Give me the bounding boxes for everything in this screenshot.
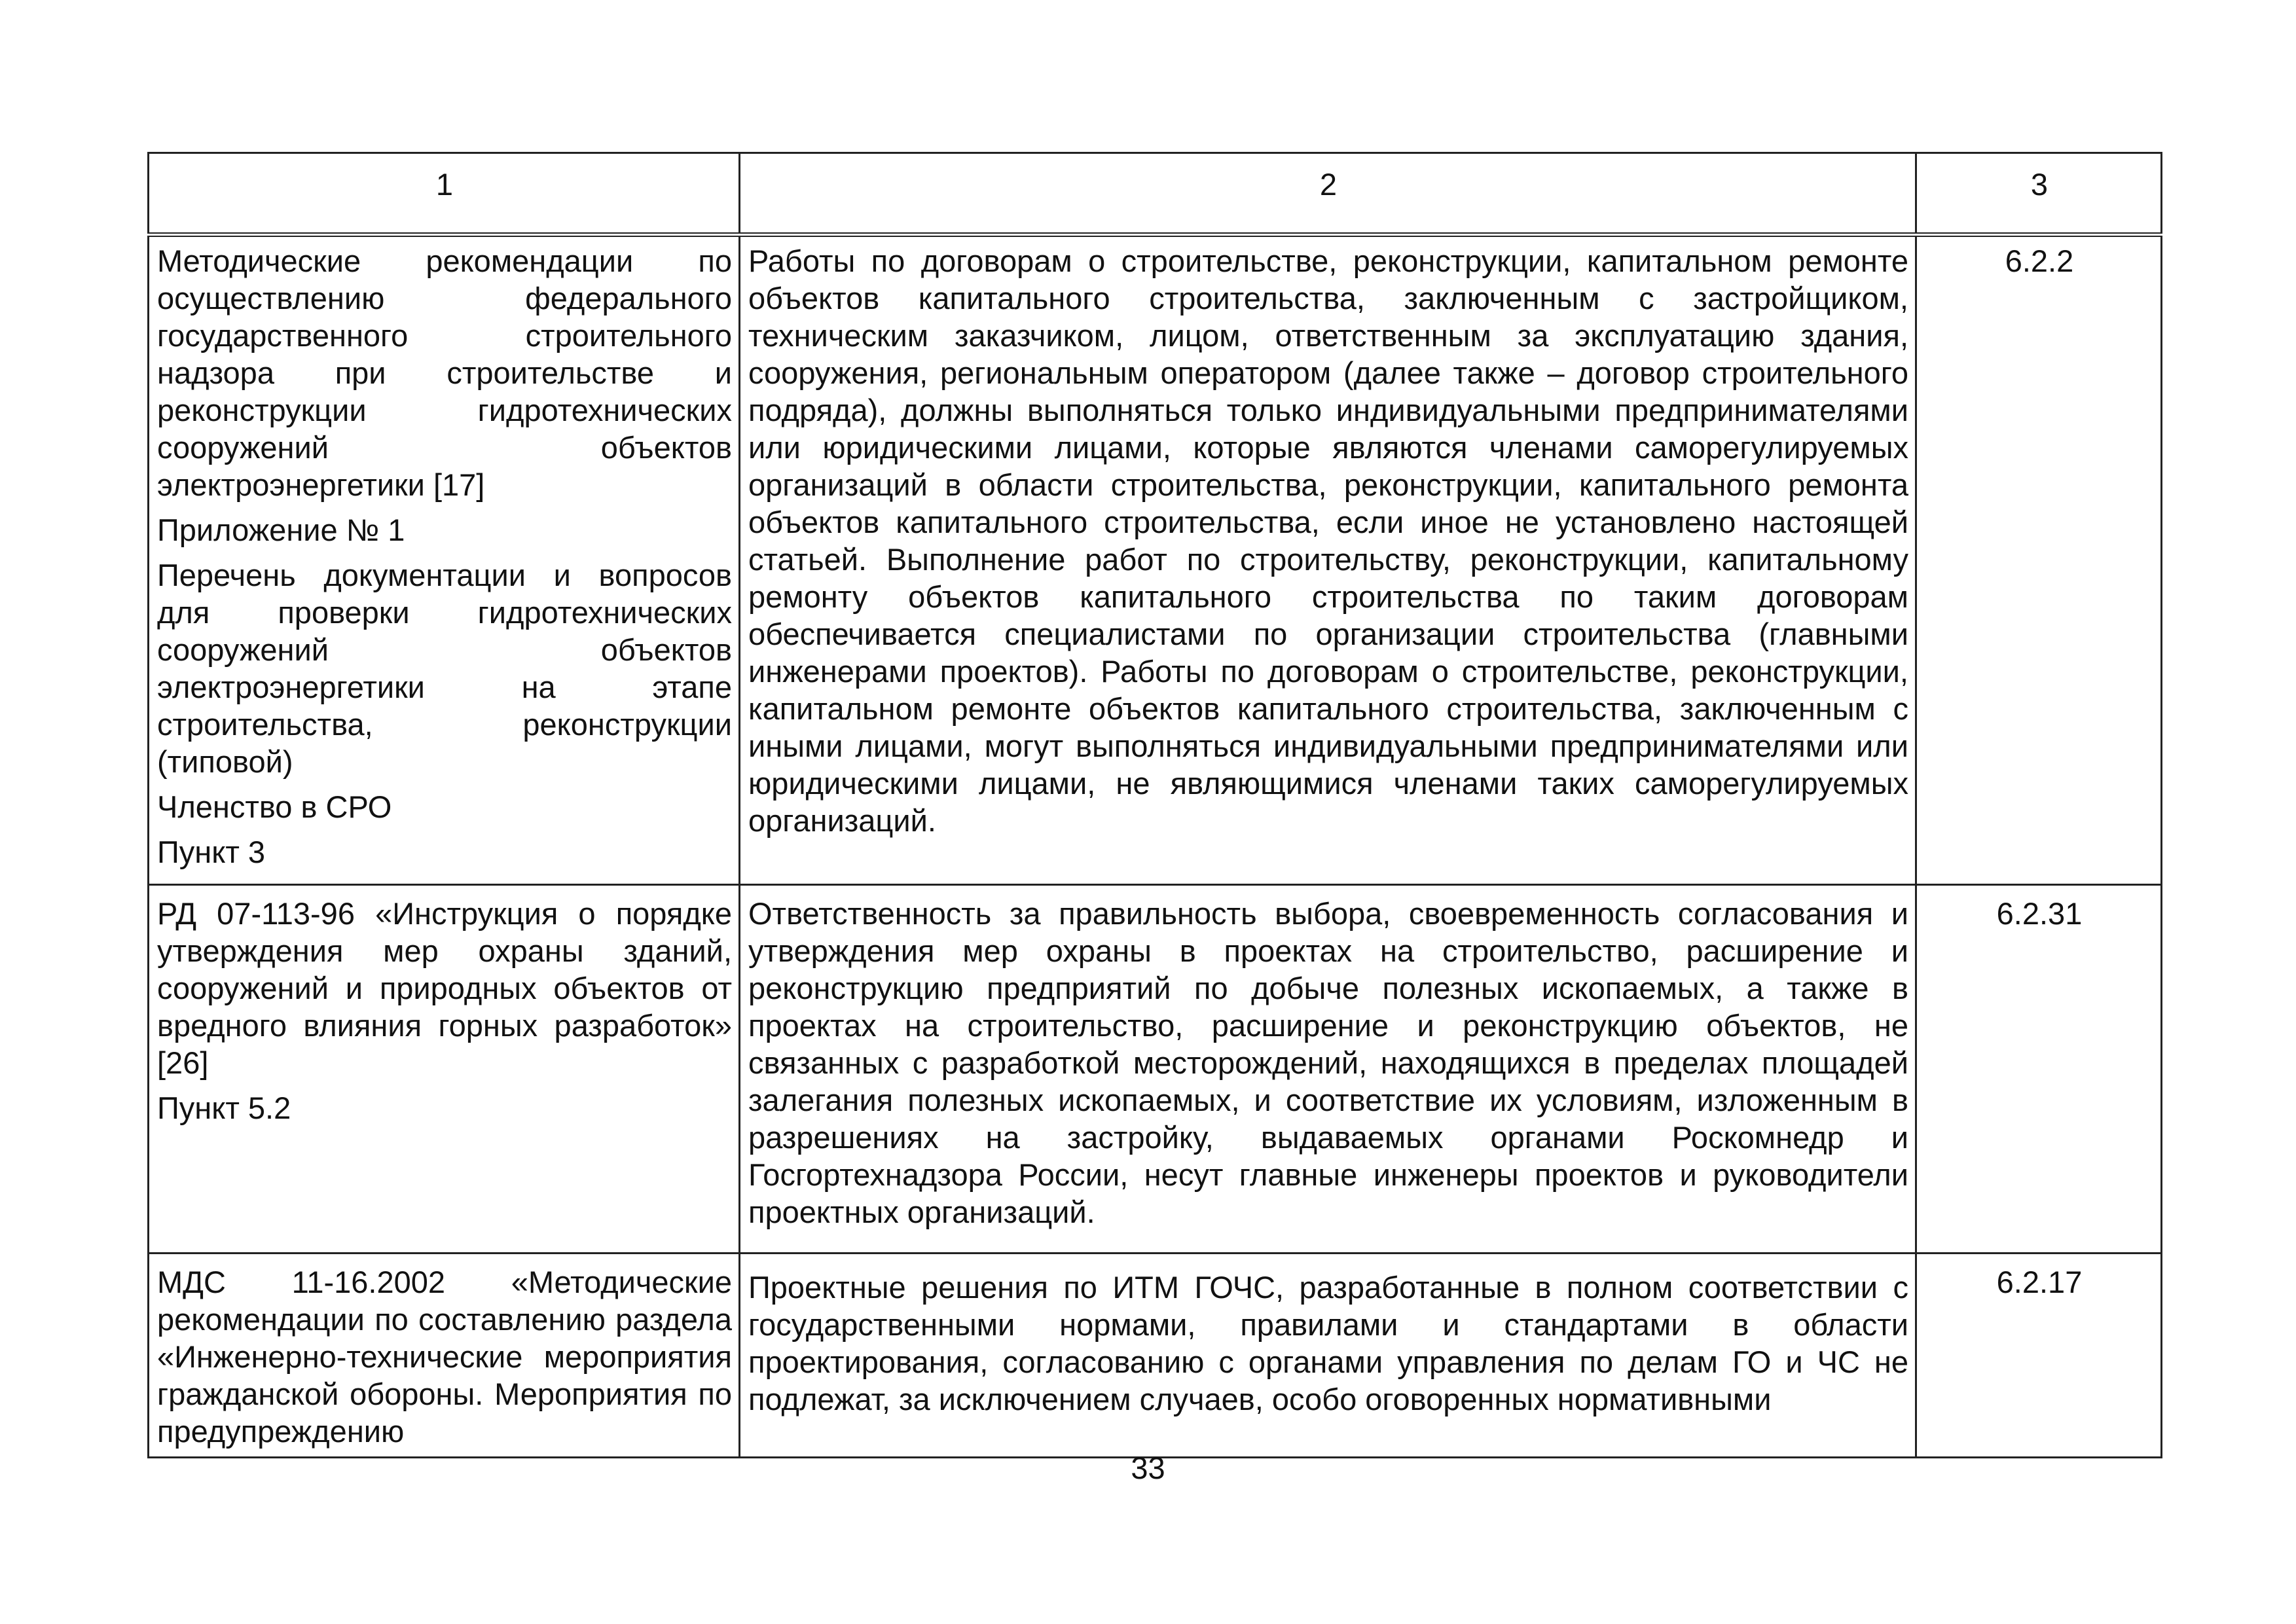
document-clause: Пункт 3 [157, 835, 266, 869]
section-number-cell: 6.2.31 [1916, 885, 2162, 1254]
table-row [149, 1254, 2162, 1458]
section-number-cell: 6.2.17 [1916, 1254, 2162, 1458]
header-cell-2: 2 [740, 153, 1916, 235]
document-reference-cell [149, 885, 740, 1254]
regulation-table [147, 152, 2162, 1458]
document-topic: Членство в СРО [157, 789, 392, 824]
document-title: РД 07-113-96 «Инструкция о порядке утверждения мер охраны зданий, сооружений и природных объектов от вредного влияния горных разработок» [26] [157, 896, 732, 1080]
header-cell-3: 3 [1916, 153, 2162, 235]
requirement-text-cell: Ответственность за правильность выбора, своевременность согласования и утверждения мер охраны в проектах на строительство, расширение и реконструкцию предприятий по добыче полезных ископаемых, а также в проектах на строительство, расширение и реконструкцию объектов, не связанных с разработкой месторождений, находящихся в пределах площадей залегания полезных ископаемых, и соответствие их условиям, изложенным в разрешениях на застройку, выдаваемых органами Роскомнедр и Госгортехнадзора России, несут главные инженеры проектов и руководители проектных организаций. [740, 885, 1916, 1254]
table-header-row [149, 153, 2162, 235]
document-reference-cell [149, 1254, 740, 1458]
document-subtitle: Перечень документации и вопросов для проверки гидротехнических сооружений объектов электроэнергетики на этапе строительства, реконструкции (типовой) [157, 558, 732, 779]
table-row [149, 235, 2162, 885]
document-reference-cell [149, 235, 740, 885]
document-title: МДС 11-16.2002 «Методические рекомендации по составлению раздела «Инженерно-технические мероприятия гражданской обороны. Мероприятия по предупреждению [157, 1265, 732, 1449]
requirement-text-cell: Работы по договорам о строительстве, реконструкции, капитальном ремонте объектов капитального строительства, заключенным с застройщиком, техническим заказчиком, лицом, ответственным за эксплуатацию здания, сооружения, региональным оператором (далее также – договор строительного подряда), должны выполняться только индивидуальными предпринимателями или юридическими лицами, которые являются членами саморегулируемых организаций в области строительства, реконструкции, капитального ремонта объектов капитального строительства, если иное не установлено настоящей статьей. Выполнение работ по строительству, реконструкции, капитальному ремонту объектов капитального строительства по таким договорам обеспечивается специалистами по организации строительства (главными инженерами проектов). Работы по договорам о строительстве, реконструкции, капитальном ремонте объектов капитального строительства, заключенным с иными лицами, могут выполняться индивидуальными предпринимателями или юридическими лицами, не являющимися членами таких саморегулируемых организаций. [740, 235, 1916, 885]
requirement-text-cell: Проектные решения по ИТМ ГОЧС, разработанные в полном соответствии с государственными нормами, правилами и стандартами в области проектирования, согласованию с органами управления по делам ГО и ЧС не подлежат, за исключением случаев, особо оговоренных нормативными [740, 1254, 1916, 1458]
section-number-cell: 6.2.2 [1916, 235, 2162, 885]
table-row [149, 885, 2162, 1254]
page-number: 33 [1131, 1451, 1165, 1485]
document-appendix: Приложение № 1 [157, 513, 405, 547]
document-clause: Пункт 5.2 [157, 1091, 291, 1125]
document-title: Методические рекомендации по осуществлению федерального государственного строительного надзора при строительстве и реконструкции гидротехнических сооружений объектов электроэнергетики [17] [157, 244, 732, 502]
header-cell-1: 1 [149, 153, 740, 235]
